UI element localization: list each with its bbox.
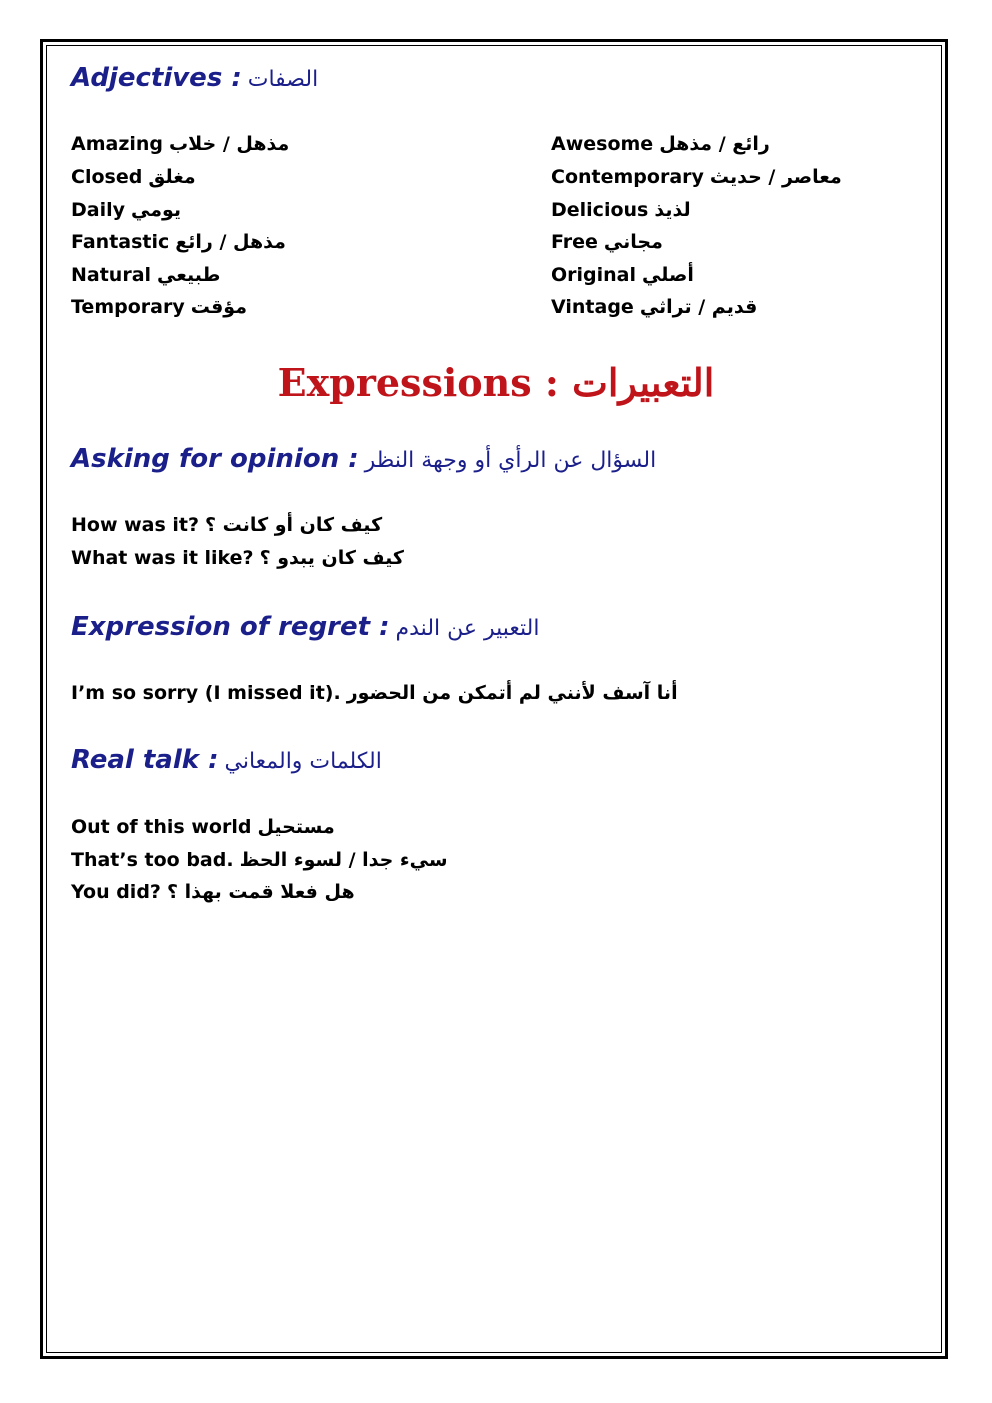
adjectives-heading-ar: الصفات [247,67,319,92]
adjective-en: Temporary [71,296,185,318]
adjective-ar: يومي [131,199,182,221]
adjective-ar: لذيذ [654,199,691,221]
adjective-ar: رائع / مذهل [659,133,770,155]
expressions-title-en: Expressions : [277,360,559,405]
expression-ar: مستحيل [257,816,335,838]
expression-item [71,509,382,541]
adjective-ar: معاصر / حديث [709,166,842,188]
adjective-en: Daily [71,199,126,221]
adjective-ar: مذهل / خلاب [169,133,290,155]
adjective-en: Contemporary [551,166,704,188]
expression-item [71,844,448,876]
expression-en: Out of this world [71,816,252,838]
expression-en: You did? [71,881,161,903]
adjective-item [551,128,770,160]
adjective-ar: قديم / تراثي [639,296,758,318]
asking-opinion-heading [71,443,656,477]
expression-item [71,677,678,709]
expression-ar: سيء جدا / لسوء الحظ [239,849,448,871]
adjective-en: Delicious [551,199,649,221]
adjective-item [71,194,181,226]
expression-en: I’m so sorry (I missed it). [71,682,341,704]
asking-opinion-heading-ar: السؤال عن الرأي أو وجهة النظر [364,448,657,473]
adjective-ar: أصلي [642,264,694,286]
expression-ar: هل فعلا قمت بهذا ؟ [166,881,355,903]
real-talk-heading [71,744,382,778]
adjectives-heading [71,62,318,96]
adjective-item [551,226,663,258]
expression-en: That’s too bad. [71,849,234,871]
adjective-en: Fantastic [71,231,170,253]
expression-ar: كيف كان يبدو ؟ [259,547,404,569]
adjective-en: Vintage [551,296,634,318]
adjective-en: Free [551,231,598,253]
adjective-item [551,259,694,291]
expression-ar: أنا آسف لأنني لم أتمكن من الحضور [346,682,678,704]
adjective-item [551,161,842,193]
adjective-item [71,128,289,160]
adjective-en: Original [551,264,637,286]
adjective-ar: مجاني [603,231,663,253]
adjective-item [71,226,286,258]
adjective-ar: مغلق [148,166,196,188]
real-talk-heading-ar: الكلمات والمعاني [224,749,382,774]
adjective-item [71,291,247,323]
adjective-ar: مذهل / رائع [175,231,286,253]
expressions-title [0,358,992,408]
expression-en: What was it like? [71,547,254,569]
adjective-item [551,291,757,323]
expressions-title-ar: التعبيرات [572,360,715,405]
adjective-en: Closed [71,166,143,188]
regret-heading-ar: التعبير عن الندم [395,616,540,641]
adjective-ar: مؤقت [190,296,247,318]
regret-heading [71,611,539,645]
expression-item [71,876,355,908]
regret-heading-en: Expression of regret : [71,612,390,642]
adjective-en: Awesome [551,133,654,155]
adjective-en: Amazing [71,133,164,155]
expression-item [71,542,404,574]
adjective-item [71,259,220,291]
adjective-ar: طبيعي [157,264,221,286]
asking-opinion-heading-en: Asking for opinion : [71,444,359,474]
adjective-item [71,161,196,193]
expression-ar: كيف كان أو كانت ؟ [205,514,383,536]
expression-item [71,811,335,843]
adjective-en: Natural [71,264,152,286]
adjectives-heading-en: Adjectives : [71,63,242,93]
real-talk-heading-en: Real talk : [71,745,219,775]
adjective-item [551,194,691,226]
expression-en: How was it? [71,514,200,536]
